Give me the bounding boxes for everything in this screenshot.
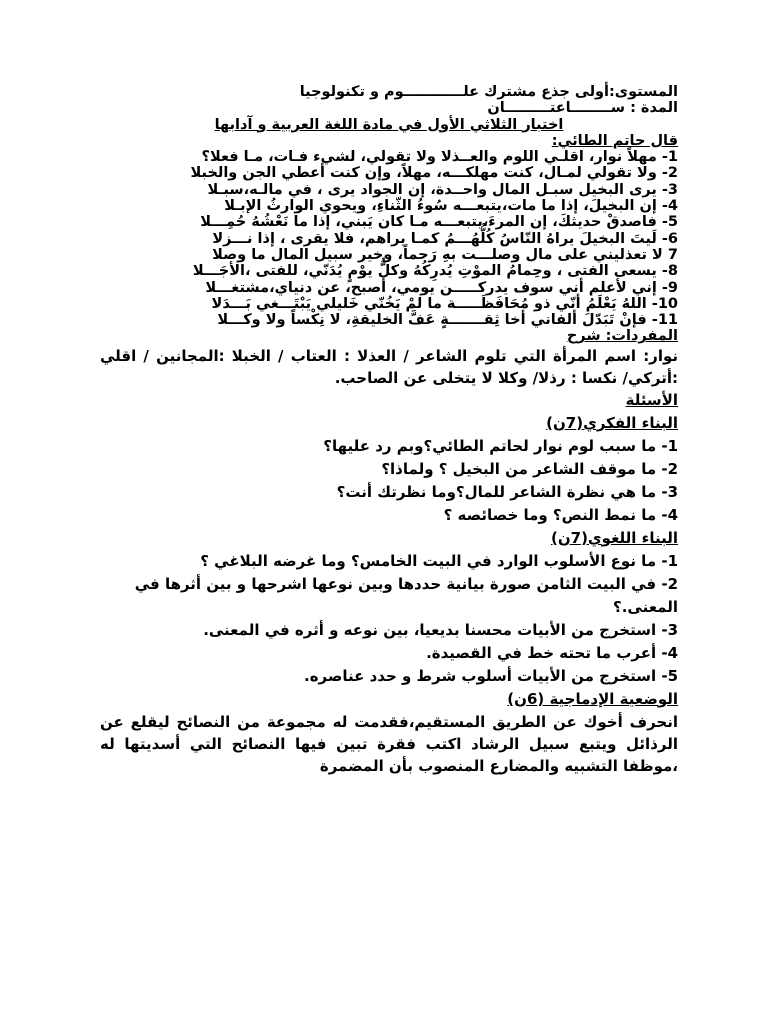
linguistic-heading: البناء اللغوي(7ن) — [550, 528, 678, 547]
level-line: المستوى:أولى جذع مشترك علــــــــــــوم و تكنولوجيا — [299, 84, 678, 100]
intellectual-question: 2- ما موقف الشاعر من البخيل ؟ ولماذا؟ — [381, 459, 678, 478]
verse-7: 7 لا تعذليني على مال وصلـــت بهِ رَحماً، وخير سبيل المال ما وصلا — [212, 246, 678, 263]
questions-heading: الأسئلة — [625, 390, 678, 409]
verse-4: 4- إن البخيلَ، إذا ما مات،يتبعـــه سُوءُ الثّناءِ، ويحوي الوارثُ الإبـلا — [224, 198, 678, 215]
verse-1: 1- مهلاً نوار، اقلـي اللوم والعــذلا ولا تقولي، لشيء فـات، مـا فعلا؟ — [201, 149, 678, 166]
verse-9: 9- إني لأعلم أني سوف يدركـــــن يومي، أصبح، عن دنياي،مشتغـــلا — [205, 279, 678, 296]
linguistic-question: 3- استخرج من الأبيات محسنا بديعيا، بين نوعه و أثره في المعنى. — [203, 620, 678, 639]
exam-sheet — [100, 84, 678, 777]
poem-heading: قال حاتم الطائي: — [551, 132, 678, 149]
intellectual-question: 1- ما سبب لوم نوار لحاتم الطائي؟وبم رد عليها؟ — [323, 436, 678, 455]
linguistic-question: 2- في البيت الثامن صورة بيانية حددها وبين نوعها اشرحها و بين أثرها في المعنى.؟ — [134, 574, 678, 616]
linguistic-question: 4- أعرب ما تحته خط في القصيدة. — [426, 643, 678, 662]
integration-text: انحرف أخوك عن الطريق المستقيم،فقدمت له مجموعة من النصائح ليقلع عن الرذائل ويتبع سبيل الرشاد اكتب فقرة تبين فيها النصائح التي أسديتها له ،موظفا التشبيه والمضارع المنصوب بأن المضمرة — [100, 712, 678, 775]
vocabulary-text: نوار: اسم المرأة التي تلوم الشاعر / العذلا : العتاب / الخبلا :المجانين / اقلي :أتركي/ نكسا : رذلا/ وكلا لا يتخلى عن الصاحب. — [100, 346, 678, 387]
duration-line: المدة : ســــــــاعتـــــــــان — [487, 100, 678, 117]
intellectual-question: 3- ما هي نظرة الشاعر للمال؟وما نظرتك أنت؟ — [336, 482, 678, 501]
verse-2: 2- ولا تقولي لمـال، كنت مهلكـــه، مهلاً، وإن كنت أعطي الجن والخبلا — [190, 165, 678, 182]
verse-8: 8- يسعى الفتى ، وحِمامُ الموْتِ يُدرِكُهُ وكلُّ يوْمٍ يُدَنّي، للفتى ،الأجَـــلا — [192, 263, 678, 280]
verse-3: 3- يرى البخيل سبـل المال واحــدة، إن الجواد يرى ، في مالـه،سبـلا — [207, 181, 678, 198]
linguistic-question: 1- ما نوع الأسلوب الوارد في البيت الخامس؟ وما غرضه البلاغي ؟ — [200, 551, 678, 570]
exam-title: اختبار الثلاثي الأول في مادة اللغة العربية و آدابها — [214, 116, 564, 133]
intellectual-heading: البناء الفكري(7ن) — [546, 413, 678, 432]
linguistic-question: 5- استخرج من الأبيات أسلوب شرط و حدد عناصره. — [304, 666, 678, 685]
intellectual-question: 4- ما نمط النص؟ وما خصائصه ؟ — [443, 505, 678, 524]
verse-10: 10- اللهُ يَعْلَمُ أنّي ذو مُحَافَظَـــــة ما لمْ يَخُنّي خَليلي يَبْتَـــغي بَـــدَلا — [211, 295, 678, 312]
verse-11: 11- فإنْ تَبَدّلَ ألفاني أخا ثِقـــــــةٍ عَفَّ الخليقةِ، لا نِكْساً ولا وكـــلا — [217, 312, 678, 329]
integration-heading: الوضعية الإدماجية (6ن) — [507, 689, 678, 708]
verse-5: 5- فاصدقْ حديثكَ، إن المرءَ،يتبعـــه مـا كان يَبني، إذا ما نَعْشُهُ حُمِـــلا — [200, 214, 678, 231]
vocabulary-heading: المفردات: شرح — [566, 328, 678, 345]
verse-6: 6- لَيتَ البخيلَ يراهُ النّاسُ كُلُّهُـــمُ كمـا يراهم، فلا يقرى ، إذا نـــزلا — [212, 230, 678, 247]
